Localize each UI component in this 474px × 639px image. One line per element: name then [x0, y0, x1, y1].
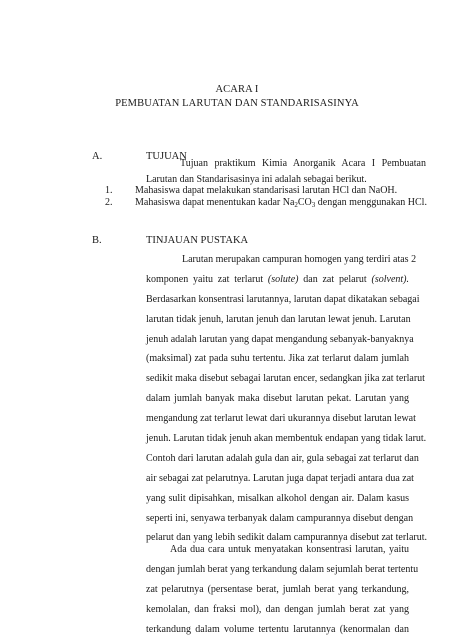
paragraph-line: komponen yaitu zat terlarut (solute) dan zat pelarut (solvent). [146, 273, 409, 285]
paragraph-line: larutan tidak jenuh, larutan jenuh dan larutan lewat jenuh. Larutan [146, 313, 411, 325]
acara-heading: ACARA I [215, 84, 259, 95]
list-item [105, 197, 427, 209]
list-item-number: 2. [105, 197, 113, 208]
tinjauan-paragraph-2 [146, 540, 419, 639]
tujuan-intro-line1: Tujuan praktikum Kimia Anorganik Acara I Pembuatan [180, 158, 426, 169]
paragraph-line: jenuh adalah larutan yang dapat mengandung sebanyak-banyaknya [146, 333, 414, 345]
paragraph-line: zat pelarutnya (persentase berat, jumlah berat yang terkandung, [146, 583, 409, 595]
paragraph-line: Berdasarkan konsentrasi larutannya, larutan dapat dikatakan sebagai [146, 293, 420, 305]
list-item-text: Mahasiswa dapat melakukan standarisasi larutan HCl dan NaOH. [135, 185, 398, 196]
paragraph-line: Ada dua cara untuk menyatakan konsentrasi larutan, yaitu [170, 544, 409, 555]
tinjauan-paragraph-1 [146, 250, 428, 548]
paragraph-line: jenuh. Larutan tidak jenuh akan membentuk endapan yang tidak larut. [146, 433, 427, 445]
list-item-text: Mahasiswa dapat menentukan kadar $Na_2CO_3$ dengan menggunakan HCl. [135, 197, 427, 209]
paragraph-line: kemolalan, dan fraksi mol), dan dengan jumlah berat zat yang [146, 603, 409, 615]
section-a-title: TUJUAN [146, 151, 187, 162]
paragraph-line: dengan jumlah berat yang terkandung dalam sejumlah berat tertentu [146, 563, 419, 575]
document-title: PEMBUATAN LARUTAN DAN STANDARISASINYA [115, 98, 359, 109]
section-b-letter: B. [92, 235, 102, 246]
tujuan-list [105, 185, 427, 209]
paragraph-line: air sebagai zat pelarutnya. Larutan juga dapat terjadi antara dua zat [146, 472, 414, 484]
paragraph-line: yang sulit dipisahkan, misalkan alkohol dengan air. Dalam kasus [146, 492, 409, 504]
paragraph-line: mengandung zat terlarut lewat dari ukurannya disebut larutan lewat [146, 413, 416, 425]
paragraph-line: dalam jumlah banyak maka disebut larutan pekat. Larutan yang [146, 393, 409, 405]
paragraph-line: Larutan merupakan campuran homogen yang terdiri atas 2 [182, 254, 417, 265]
section-a-letter: A. [92, 151, 103, 162]
paragraph-line: sedikit maka disebut sebagai larutan encer, sedangkan jika zat terlarut [146, 373, 425, 385]
tujuan-intro-line2: Larutan dan Standarisasinya ini adalah sebagai berikut. [146, 174, 367, 185]
paragraph-line: Contoh dari larutan adalah gula dan air, gula sebagai zat terlarut dan [146, 452, 419, 464]
paragraph-line: terkandung dalam volume tertentu larutannya (kenormalan dan [146, 623, 409, 635]
paragraph-line: seperti ini, senyawa terbanyak dalam campurannya disebut dengan [146, 512, 414, 524]
section-b-title: TINJAUAN PUSTAKA [146, 235, 249, 246]
paragraph-line: pelarut dan yang lebih sedikit dalam campurannya disebut zat terlarut. [146, 532, 428, 544]
list-item-number: 1. [105, 185, 113, 196]
list-item [105, 185, 427, 197]
paragraph-line: (maksimal) zat pada suhu tertentu. Jika zat terlarut dalam jumlah [146, 353, 409, 365]
